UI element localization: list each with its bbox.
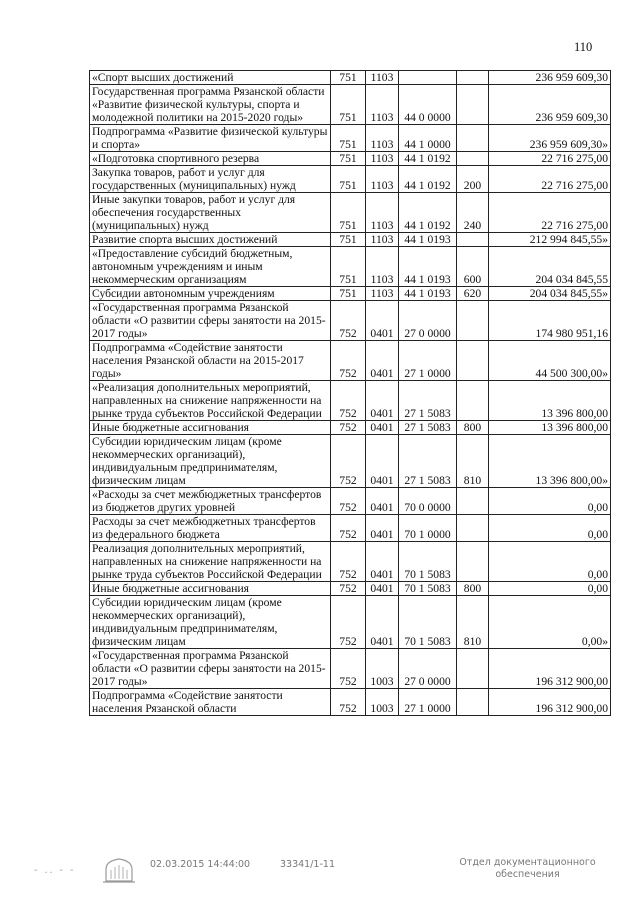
table-row (90, 193, 611, 233)
row-expense-type: 620 (457, 287, 489, 301)
table-row (90, 596, 611, 649)
row-amount: 204 034 845,55» (489, 287, 611, 301)
row-ministry-code: 752 (331, 649, 366, 689)
table-row (90, 542, 611, 582)
footer-department: Отдел документационного обеспечения (459, 857, 596, 880)
row-ministry-code: 751 (331, 152, 366, 166)
footer-marks: - .. - - (34, 865, 76, 876)
row-target-article: 27 1 0000 (399, 689, 457, 716)
row-amount: 22 716 275,00 (489, 152, 611, 166)
row-name: Субсидии юридическим лицам (кроме некоммерческих организаций), индивидуальным предпринимателям, физическим лицам (90, 435, 331, 488)
row-amount: 0,00 (489, 515, 611, 542)
row-amount: 212 994 845,55» (489, 233, 611, 247)
row-target-article: 44 0 0000 (399, 85, 457, 125)
row-name: «Расходы за счет межбюджетных трансфертов из бюджетов других уровней (90, 488, 331, 515)
table-row (90, 287, 611, 301)
row-expense-type: 600 (457, 247, 489, 287)
row-section-code: 1103 (366, 247, 399, 287)
row-section-code: 1103 (366, 152, 399, 166)
row-target-article: 70 1 5083 (399, 582, 457, 596)
row-expense-type (457, 341, 489, 381)
row-expense-type (457, 71, 489, 85)
row-ministry-code: 752 (331, 515, 366, 542)
row-name: Реализация дополнительных мероприятий, направленных на снижение напряженности на рынке труда субъектов Российской Федерации (90, 542, 331, 582)
row-name: Иные бюджетные ассигнования (90, 582, 331, 596)
row-ministry-code: 752 (331, 582, 366, 596)
row-section-code: 1103 (366, 71, 399, 85)
row-ministry-code: 752 (331, 542, 366, 582)
row-amount: 196 312 900,00 (489, 689, 611, 716)
row-expense-type: 800 (457, 421, 489, 435)
row-expense-type (457, 381, 489, 421)
row-section-code: 0401 (366, 542, 399, 582)
page-footer (0, 855, 640, 905)
row-target-article: 70 0 0000 (399, 488, 457, 515)
row-expense-type: 200 (457, 166, 489, 193)
row-ministry-code: 751 (331, 85, 366, 125)
row-ministry-code: 751 (331, 193, 366, 233)
row-section-code: 0401 (366, 301, 399, 341)
row-name: «Государственная программа Рязанской области «О развитии сферы занятости на 2015-2017 годы» (90, 649, 331, 689)
row-ministry-code: 752 (331, 341, 366, 381)
row-name: Расходы за счет межбюджетных трансфертов из федерального бюджета (90, 515, 331, 542)
row-name: «Предоставление субсидий бюджетным, автономным учреждениям и иным некоммерческим организациям (90, 247, 331, 287)
table-row (90, 152, 611, 166)
row-amount: 0,00 (489, 542, 611, 582)
row-target-article: 70 1 5083 (399, 542, 457, 582)
row-expense-type (457, 301, 489, 341)
table-row (90, 301, 611, 341)
row-amount: 13 396 800,00 (489, 381, 611, 421)
table-row (90, 381, 611, 421)
row-amount: 0,00 (489, 488, 611, 515)
row-ministry-code: 752 (331, 301, 366, 341)
row-amount: 13 396 800,00 (489, 421, 611, 435)
table-row (90, 421, 611, 435)
row-name: Иные закупки товаров, работ и услуг для обеспечения государственных (муниципальных) нужд (90, 193, 331, 233)
table-row (90, 166, 611, 193)
page-number: 110 (574, 40, 593, 54)
row-target-article: 44 1 0192 (399, 166, 457, 193)
footer-doc-code: 33341/1-11 (280, 859, 335, 870)
row-section-code: 0401 (366, 596, 399, 649)
row-name: Подпрограмма «Содействие занятости населения Рязанской области (90, 689, 331, 716)
row-name: Подпрограмма «Развитие физической культуры и спорта» (90, 125, 331, 152)
row-section-code: 1103 (366, 233, 399, 247)
row-amount: 196 312 900,00 (489, 649, 611, 689)
row-target-article: 44 1 0193 (399, 287, 457, 301)
row-amount: 236 959 609,30 (489, 71, 611, 85)
budget-table-body (90, 71, 611, 716)
row-target-article: 27 1 5083 (399, 381, 457, 421)
row-section-code: 0401 (366, 341, 399, 381)
row-section-code: 0401 (366, 435, 399, 488)
row-amount: 13 396 800,00» (489, 435, 611, 488)
table-row (90, 85, 611, 125)
row-name: «Реализация дополнительных мероприятий, направленных на снижение напряженности на рынке труда субъектов Российской Федерации (90, 381, 331, 421)
table-row (90, 582, 611, 596)
row-section-code: 1103 (366, 287, 399, 301)
row-name: Развитие спорта высших достижений (90, 233, 331, 247)
table-row (90, 71, 611, 85)
row-ministry-code: 752 (331, 488, 366, 515)
table-row (90, 247, 611, 287)
row-section-code: 1003 (366, 689, 399, 716)
row-expense-type (457, 85, 489, 125)
row-section-code: 1103 (366, 85, 399, 125)
row-target-article: 44 1 0193 (399, 233, 457, 247)
coat-of-arms-icon (100, 855, 138, 885)
row-ministry-code: 751 (331, 247, 366, 287)
row-expense-type (457, 125, 489, 152)
row-section-code: 0401 (366, 515, 399, 542)
table-row (90, 233, 611, 247)
row-expense-type (457, 152, 489, 166)
row-ministry-code: 751 (331, 287, 366, 301)
row-name: Закупка товаров, работ и услуг для государственных (муниципальных) нужд (90, 166, 331, 193)
row-ministry-code: 752 (331, 435, 366, 488)
row-section-code: 0401 (366, 421, 399, 435)
row-amount: 236 959 609,30 (489, 85, 611, 125)
row-ministry-code: 751 (331, 71, 366, 85)
row-ministry-code: 751 (331, 233, 366, 247)
row-name: «Государственная программа Рязанской области «О развитии сферы занятости на 2015-2017 годы» (90, 301, 331, 341)
row-target-article: 70 1 5083 (399, 596, 457, 649)
row-ministry-code: 752 (331, 381, 366, 421)
row-target-article: 44 1 0192 (399, 152, 457, 166)
row-section-code: 1103 (366, 193, 399, 233)
row-name: Подпрограмма «Содействие занятости населения Рязанской области на 2015-2017 годы» (90, 341, 331, 381)
row-expense-type: 810 (457, 596, 489, 649)
row-target-article: 44 1 0000 (399, 125, 457, 152)
row-expense-type (457, 515, 489, 542)
table-row (90, 515, 611, 542)
row-name: «Подготовка спортивного резерва (90, 152, 331, 166)
row-name: Субсидии автономным учреждениям (90, 287, 331, 301)
table-row (90, 488, 611, 515)
row-amount: 204 034 845,55 (489, 247, 611, 287)
row-target-article: 27 0 0000 (399, 301, 457, 341)
row-ministry-code: 751 (331, 125, 366, 152)
row-target-article: 27 1 0000 (399, 341, 457, 381)
table-row (90, 435, 611, 488)
row-name: «Спорт высших достижений (90, 71, 331, 85)
row-target-article: 44 1 0193 (399, 247, 457, 287)
row-target-article: 27 1 5083 (399, 435, 457, 488)
row-expense-type (457, 542, 489, 582)
row-section-code: 0401 (366, 381, 399, 421)
row-section-code: 1103 (366, 125, 399, 152)
row-target-article: 27 0 0000 (399, 649, 457, 689)
row-target-article: 44 1 0192 (399, 193, 457, 233)
row-target-article: 70 1 0000 (399, 515, 457, 542)
row-expense-type (457, 488, 489, 515)
row-section-code: 0401 (366, 488, 399, 515)
row-name: Субсидии юридическим лицам (кроме некоммерческих организаций), индивидуальным предпринимателям, физическим лицам (90, 596, 331, 649)
row-amount: 236 959 609,30» (489, 125, 611, 152)
row-target-article: 27 1 5083 (399, 421, 457, 435)
row-section-code: 1103 (366, 166, 399, 193)
row-expense-type (457, 233, 489, 247)
table-row (90, 341, 611, 381)
table-row (90, 649, 611, 689)
row-amount: 0,00» (489, 596, 611, 649)
row-amount: 22 716 275,00 (489, 166, 611, 193)
row-expense-type: 800 (457, 582, 489, 596)
row-amount: 22 716 275,00 (489, 193, 611, 233)
row-expense-type: 810 (457, 435, 489, 488)
row-ministry-code: 752 (331, 596, 366, 649)
row-ministry-code: 752 (331, 689, 366, 716)
budget-table (89, 70, 611, 716)
footer-timestamp: 02.03.2015 14:44:00 (150, 859, 251, 870)
row-section-code: 1003 (366, 649, 399, 689)
row-amount: 174 980 951,16 (489, 301, 611, 341)
row-amount: 44 500 300,00» (489, 341, 611, 381)
row-amount: 0,00 (489, 582, 611, 596)
row-ministry-code: 752 (331, 421, 366, 435)
row-expense-type: 240 (457, 193, 489, 233)
row-name: Государственная программа Рязанской области «Развитие физической культуры, спорта и молодежной политики на 2015-2020 годы» (90, 85, 331, 125)
row-expense-type (457, 649, 489, 689)
table-row (90, 125, 611, 152)
row-expense-type (457, 689, 489, 716)
row-name: Иные бюджетные ассигнования (90, 421, 331, 435)
row-ministry-code: 751 (331, 166, 366, 193)
row-target-article (399, 71, 457, 85)
table-row (90, 689, 611, 716)
row-section-code: 0401 (366, 582, 399, 596)
